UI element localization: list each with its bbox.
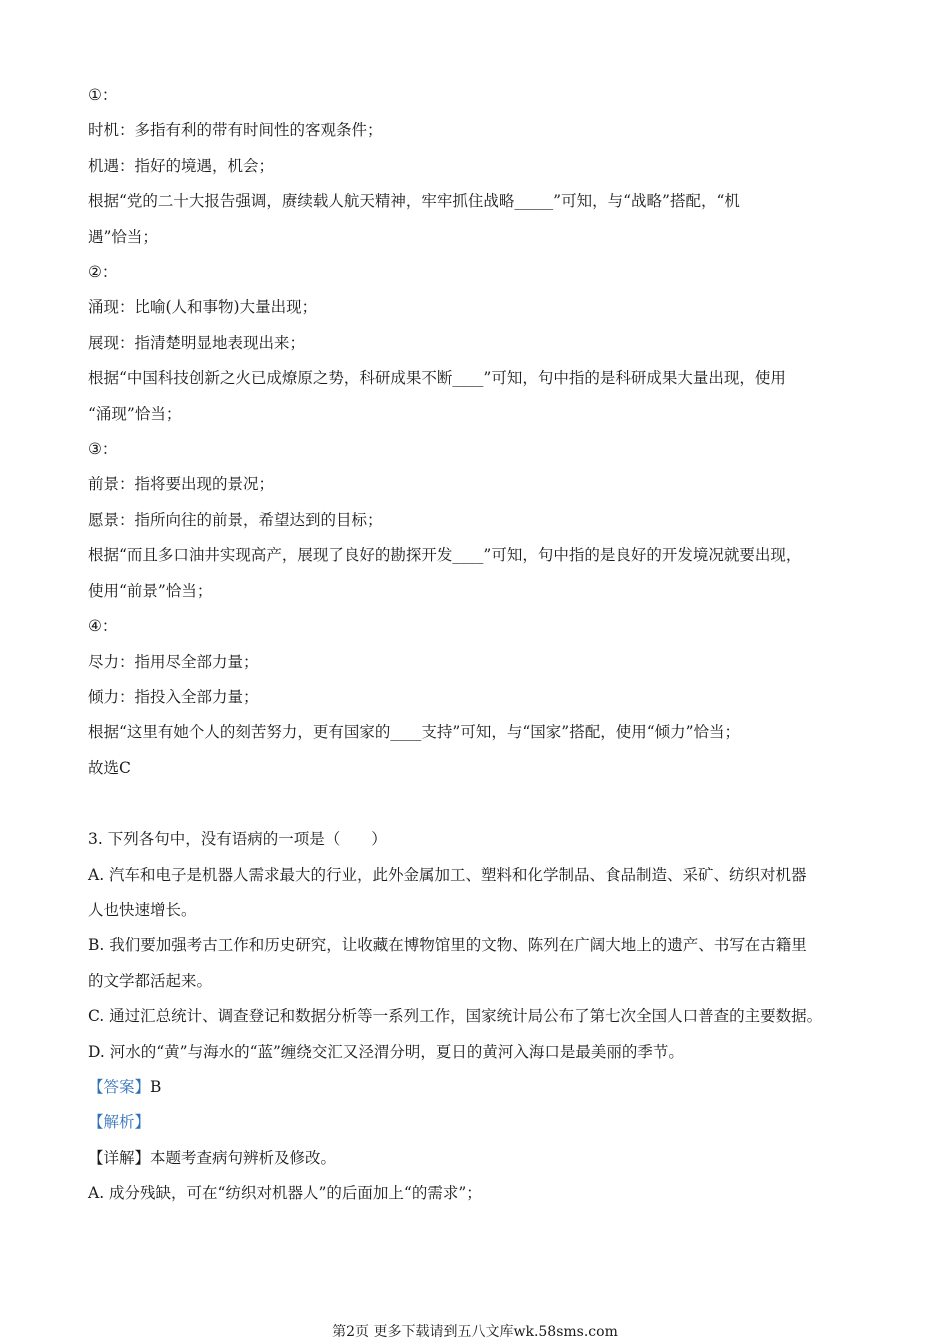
item1-marker: ①：: [88, 86, 118, 104]
conclusion: 故选C: [88, 758, 131, 777]
item3-reason-line1: 根据“而且多口油井实现高产，展现了良好的勘探开发____”可知，句中指的是良好的开发境况就要出现，: [88, 546, 802, 565]
detail-intro: 【详解】本题考查病句辨析及修改。: [88, 1148, 337, 1167]
item4-marker: ④：: [88, 617, 118, 636]
option-d: D. 河水的“黄”与海水的“蓝”缠绕交汇又泾渭分明，夏日的黄河入海口是最美丽的季节。: [88, 1042, 684, 1061]
section-gap: [88, 786, 878, 822]
item2-marker: ②：: [88, 263, 118, 282]
option-b-line1: B. 我们要加强考古工作和历史研究，让收藏在博物馆里的文物、陈列在广阔大地上的遗产、书写在古籍里: [88, 936, 807, 955]
answer-row: [88, 1070, 878, 1105]
item2-reason-line1: 根据“中国科技创新之火已成燎原之势，科研成果不断____”可知，句中指的是科研成果大量出现，使用: [88, 369, 786, 388]
option-c: C. 通过汇总统计、调查登记和数据分析等一系列工作，国家统计局公布了第七次全国人口普查的主要数据。: [88, 1007, 823, 1026]
option-a-line2: 人也快速增长。: [88, 900, 197, 919]
item4-def1: 尽力：指用尽全部力量；: [88, 652, 259, 671]
item3-def1: 前景：指将要出现的景况；: [88, 475, 275, 494]
item1-def1: 时机：多指有利的带有时间性的客观条件；: [88, 121, 383, 140]
answer-label: 【答案】: [88, 1077, 151, 1096]
page-footer: 第2页 更多下载请到五八文库wk.58sms.com: [332, 1324, 618, 1340]
option-a-line1: A. 汽车和电子是机器人需求最大的行业，此外金属加工、塑料和化学制品、食品制造、采矿、纺织对机器: [88, 865, 807, 884]
item3-marker: ③：: [88, 440, 118, 459]
item1-reason-line1: 根据“党的二十大报告强调，赓续载人航天精神，牢牢抓住战略_____”可知，与“战略”搭配，“机: [88, 192, 740, 211]
detail-a: A. 成分残缺，可在“纺织对机器人”的后面加上“的需求”；: [88, 1184, 482, 1203]
analysis-label: 【解析】: [88, 1113, 151, 1132]
item3-def2: 愿景：指所向往的前景，希望达到的目标；: [88, 510, 383, 529]
item1-reason-line2: 遇”恰当；: [88, 227, 158, 246]
item2-def2: 展现：指清楚明显地表现出来；: [88, 333, 306, 352]
item3-reason-line2: 使用“前景”恰当；: [88, 581, 213, 600]
question3-stem: 3. 下列各句中，没有语病的一项是（ ）: [88, 830, 387, 849]
document-page: [88, 78, 878, 1212]
answer-value: B: [150, 1077, 162, 1096]
item4-reason-line1: 根据“这里有她个人的刻苦努力，更有国家的____支持”可知，与“国家”搭配，使用“倾力”恰当；: [88, 723, 741, 742]
item2-reason-line2: “涌现”恰当；: [88, 404, 182, 423]
item1-def2: 机遇：指好的境遇，机会；: [88, 156, 275, 175]
option-b-line2: 的文学都活起来。: [88, 971, 213, 990]
item4-def2: 倾力：指投入全部力量；: [88, 687, 259, 706]
item2-def1: 涌现：比喻(人和事物)大量出现；: [88, 298, 318, 317]
